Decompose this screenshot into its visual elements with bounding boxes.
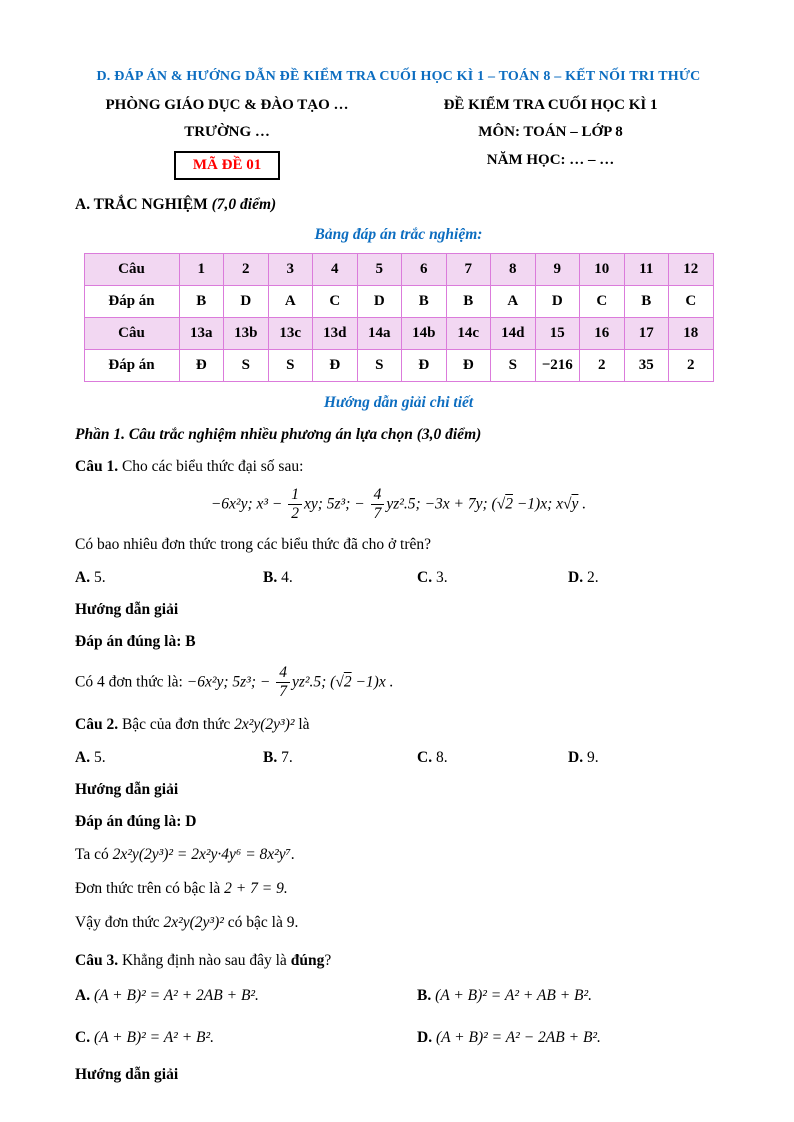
q2-solution-text: Đơn thức trên có bậc là — [75, 880, 225, 898]
option-letter: D. — [568, 748, 584, 766]
question-number-cell: 13c — [268, 317, 313, 349]
answer-cell: Đ — [313, 349, 358, 381]
question-number-cell: 17 — [624, 317, 669, 349]
question-number-cell: 1 — [179, 253, 224, 285]
school-name: TRƯỜNG … — [184, 124, 270, 141]
option-b — [263, 748, 417, 767]
fraction-numerator: 4 — [371, 487, 385, 505]
radicand: y — [571, 494, 579, 512]
option-a — [75, 568, 263, 587]
q1-guide-heading: Hướng dẫn giải — [75, 600, 179, 618]
option-text: 3. — [432, 568, 448, 586]
q3-guide-heading: Hướng dẫn giải — [75, 1065, 179, 1083]
q2-options — [75, 748, 722, 767]
answer-cell: D — [224, 285, 269, 317]
option-letter: B. — [417, 987, 432, 1005]
fraction-denominator: 7 — [279, 682, 287, 700]
answer-cell: B — [402, 285, 447, 317]
answer-cell: −216 — [535, 349, 580, 381]
option-text: 2. — [583, 568, 599, 586]
row-label: Đáp án — [84, 285, 179, 317]
q3-options — [75, 986, 722, 1047]
radicand: 2 — [505, 494, 513, 512]
exam-code-box: MÃ ĐỀ 01 — [174, 151, 280, 180]
option-text: 5. — [90, 748, 106, 766]
q1-question: Có bao nhiêu đơn thức trong các biểu thức đã cho ở trên? — [75, 536, 432, 554]
answer-cell: 2 — [580, 349, 625, 381]
q1-correct-answer: Đáp án đúng là: B — [75, 633, 196, 651]
q2-correct-answer: Đáp án đúng là: D — [75, 813, 197, 831]
q1-formula-seg: xy; 5z³; − — [303, 494, 369, 512]
q2-solution-text: Ta có — [75, 845, 113, 863]
q1-solution-intro: Có 4 đơn thức là: — [75, 672, 187, 690]
question-number-cell: 14c — [446, 317, 491, 349]
question-number-cell: 7 — [446, 253, 491, 285]
q1-formula — [75, 487, 722, 523]
document-title: D. ĐÁP ÁN & HƯỚNG DẪN ĐỀ KIỂM TRA CUỐI HỌC KÌ 1 – TOÁN 8 – KẾT NỐI TRI THỨC — [96, 69, 701, 84]
option-a — [75, 748, 263, 767]
q1-formula-seg: yz².5; −3x + 7y; (√ — [386, 494, 506, 512]
q2-solution-text: Vậy đơn thức — [75, 914, 164, 932]
exam-header — [75, 96, 722, 180]
answer-cell: A — [491, 285, 536, 317]
option-letter: A. — [75, 748, 91, 766]
q2-stem-text: là — [294, 716, 310, 734]
section-a-heading — [75, 195, 722, 214]
department-name: PHÒNG GIÁO DỤC & ĐÀO TẠO … — [105, 96, 349, 113]
school-year-line: NĂM HỌC: … – … — [486, 152, 615, 168]
question-number-cell: 15 — [535, 317, 580, 349]
q1-formula-seg: . — [578, 494, 587, 512]
answer-table-caption: Bảng đáp án trắc nghiệm: — [314, 226, 483, 244]
option-c — [417, 748, 568, 767]
option-letter: C. — [417, 748, 433, 766]
q1-solution-math: −1)x . — [351, 672, 394, 690]
option-text: 4. — [277, 568, 293, 586]
q2-stem-text: Bậc của đơn thức — [118, 716, 235, 734]
answer-cell: Đ — [402, 349, 447, 381]
answer-cell: C — [313, 285, 358, 317]
fraction-numerator: 4 — [276, 665, 290, 683]
q2-solution-math: 2x²y(2y³)² = 2x²y·4y⁶ = 8x²y⁷. — [112, 845, 295, 863]
q3-stem-text: Khẳng định nào sau đây là — [118, 951, 291, 969]
option-math: (A + B)² = A² + B². — [90, 1028, 215, 1046]
q2-solution-math: 2 + 7 = 9. — [224, 880, 288, 898]
question-number-cell: 14a — [357, 317, 402, 349]
fraction-denominator: 2 — [291, 504, 299, 522]
option-letter: D. — [568, 568, 584, 586]
option-math: (A + B)² = A² − 2AB + B². — [432, 1028, 601, 1046]
q3-stem — [75, 951, 722, 970]
option-b — [263, 568, 417, 587]
question-number-cell: 8 — [491, 253, 536, 285]
option-text: 8. — [432, 748, 448, 766]
row-label: Câu — [84, 317, 179, 349]
option-c — [417, 568, 568, 587]
q1-solution-math: −6x²y; 5z³; − — [186, 672, 275, 690]
solutions-heading: Hướng dẫn giải chi tiết — [323, 393, 474, 411]
question-number-cell: 2 — [224, 253, 269, 285]
option-d — [568, 568, 722, 587]
q2-label: Câu 2. — [75, 716, 119, 734]
table-row-questions-2 — [84, 317, 713, 349]
option-letter: B. — [263, 568, 278, 586]
exam-title: ĐỀ KIỂM TRA CUỐI HỌC KÌ 1 — [443, 96, 658, 113]
q2-solution-step1 — [75, 845, 722, 864]
question-number-cell: 12 — [669, 253, 714, 285]
q2-stem — [75, 715, 722, 734]
question-number-cell: 13d — [313, 317, 358, 349]
q3-stem-text: ? — [324, 951, 332, 969]
q2-solution-step3 — [75, 913, 722, 932]
answer-cell: D — [357, 285, 402, 317]
question-number-cell: 4 — [313, 253, 358, 285]
fraction-four-sevenths — [276, 665, 290, 701]
answer-cell: Đ — [446, 349, 491, 381]
q1-solution — [75, 665, 722, 701]
answer-cell: C — [580, 285, 625, 317]
option-text: 5. — [90, 568, 106, 586]
question-number-cell: 13a — [179, 317, 224, 349]
q1-stem-text: Cho các biểu thức đại số sau: — [118, 458, 304, 476]
part1-heading: Phần 1. Câu trắc nghiệm nhiều phương án lựa chọn (3,0 điểm) — [75, 425, 482, 443]
row-label: Đáp án — [84, 349, 179, 381]
header-left-column — [75, 96, 379, 180]
option-letter: A. — [75, 987, 91, 1005]
answer-cell: 35 — [624, 349, 669, 381]
q2-guide-heading: Hướng dẫn giải — [75, 780, 179, 798]
answer-cell: S — [491, 349, 536, 381]
question-number-cell: 14b — [402, 317, 447, 349]
q1-formula-seg: −6x²y; x³ − — [210, 494, 287, 512]
option-letter: B. — [263, 748, 278, 766]
q1-stem — [75, 457, 722, 476]
q1-options — [75, 568, 722, 587]
answer-cell: B — [179, 285, 224, 317]
option-letter: D. — [417, 1028, 433, 1046]
answer-cell: S — [268, 349, 313, 381]
answer-table — [84, 253, 714, 382]
row-label: Câu — [84, 253, 179, 285]
question-number-cell: 14d — [491, 317, 536, 349]
section-a-points: (7,0 điểm) — [211, 195, 277, 213]
option-b — [417, 986, 722, 1005]
option-text: 9. — [583, 748, 599, 766]
question-number-cell: 18 — [669, 317, 714, 349]
radicand: 2 — [343, 672, 352, 690]
option-text: 7. — [277, 748, 293, 766]
q3-label: Câu 3. — [75, 951, 119, 969]
table-row-answers-1 — [84, 285, 713, 317]
question-number-cell: 16 — [580, 317, 625, 349]
fraction-one-half — [288, 487, 302, 523]
header-right-column — [379, 96, 722, 180]
fraction-numerator: 1 — [288, 487, 302, 505]
option-d — [568, 748, 722, 767]
option-math: (A + B)² = A² + 2AB + B². — [90, 987, 259, 1005]
answer-cell: C — [669, 285, 714, 317]
question-number-cell: 6 — [402, 253, 447, 285]
table-row-questions-1 — [84, 253, 713, 285]
answer-cell: B — [446, 285, 491, 317]
answer-cell: 2 — [669, 349, 714, 381]
question-number-cell: 11 — [624, 253, 669, 285]
question-number-cell: 10 — [580, 253, 625, 285]
option-d — [417, 1028, 722, 1047]
q1-formula-seg: −1)x; x√ — [512, 494, 572, 512]
q3-stem-emphasis: đúng — [290, 951, 325, 969]
q1-label: Câu 1. — [75, 458, 119, 476]
answer-cell: B — [624, 285, 669, 317]
subject-line: MÔN: TOÁN – LỚP 8 — [478, 124, 623, 141]
answer-cell: S — [224, 349, 269, 381]
q1-solution-math: yz².5; (√ — [291, 672, 344, 690]
answer-cell: S — [357, 349, 402, 381]
question-number-cell: 13b — [224, 317, 269, 349]
question-number-cell: 3 — [268, 253, 313, 285]
q2-solution-step2 — [75, 879, 722, 898]
answer-cell: A — [268, 285, 313, 317]
question-number-cell: 9 — [535, 253, 580, 285]
answer-cell: Đ — [179, 349, 224, 381]
option-c — [75, 1028, 417, 1047]
option-math: (A + B)² = A² + AB + B². — [431, 987, 593, 1005]
fraction-four-sevenths — [371, 487, 385, 523]
option-a — [75, 986, 417, 1005]
q2-stem-math: 2x²y(2y³)² — [234, 716, 295, 734]
table-row-answers-2 — [84, 349, 713, 381]
question-number-cell: 5 — [357, 253, 402, 285]
option-letter: C. — [417, 568, 433, 586]
section-a-title: A. TRẮC NGHIỆM — [75, 195, 212, 213]
q2-solution-math: 2x²y(2y³)² — [163, 914, 224, 932]
fraction-denominator: 7 — [373, 504, 382, 522]
option-letter: C. — [75, 1028, 91, 1046]
answer-cell: D — [535, 285, 580, 317]
q2-solution-text: có bậc là 9. — [223, 914, 299, 932]
option-letter: A. — [75, 568, 91, 586]
